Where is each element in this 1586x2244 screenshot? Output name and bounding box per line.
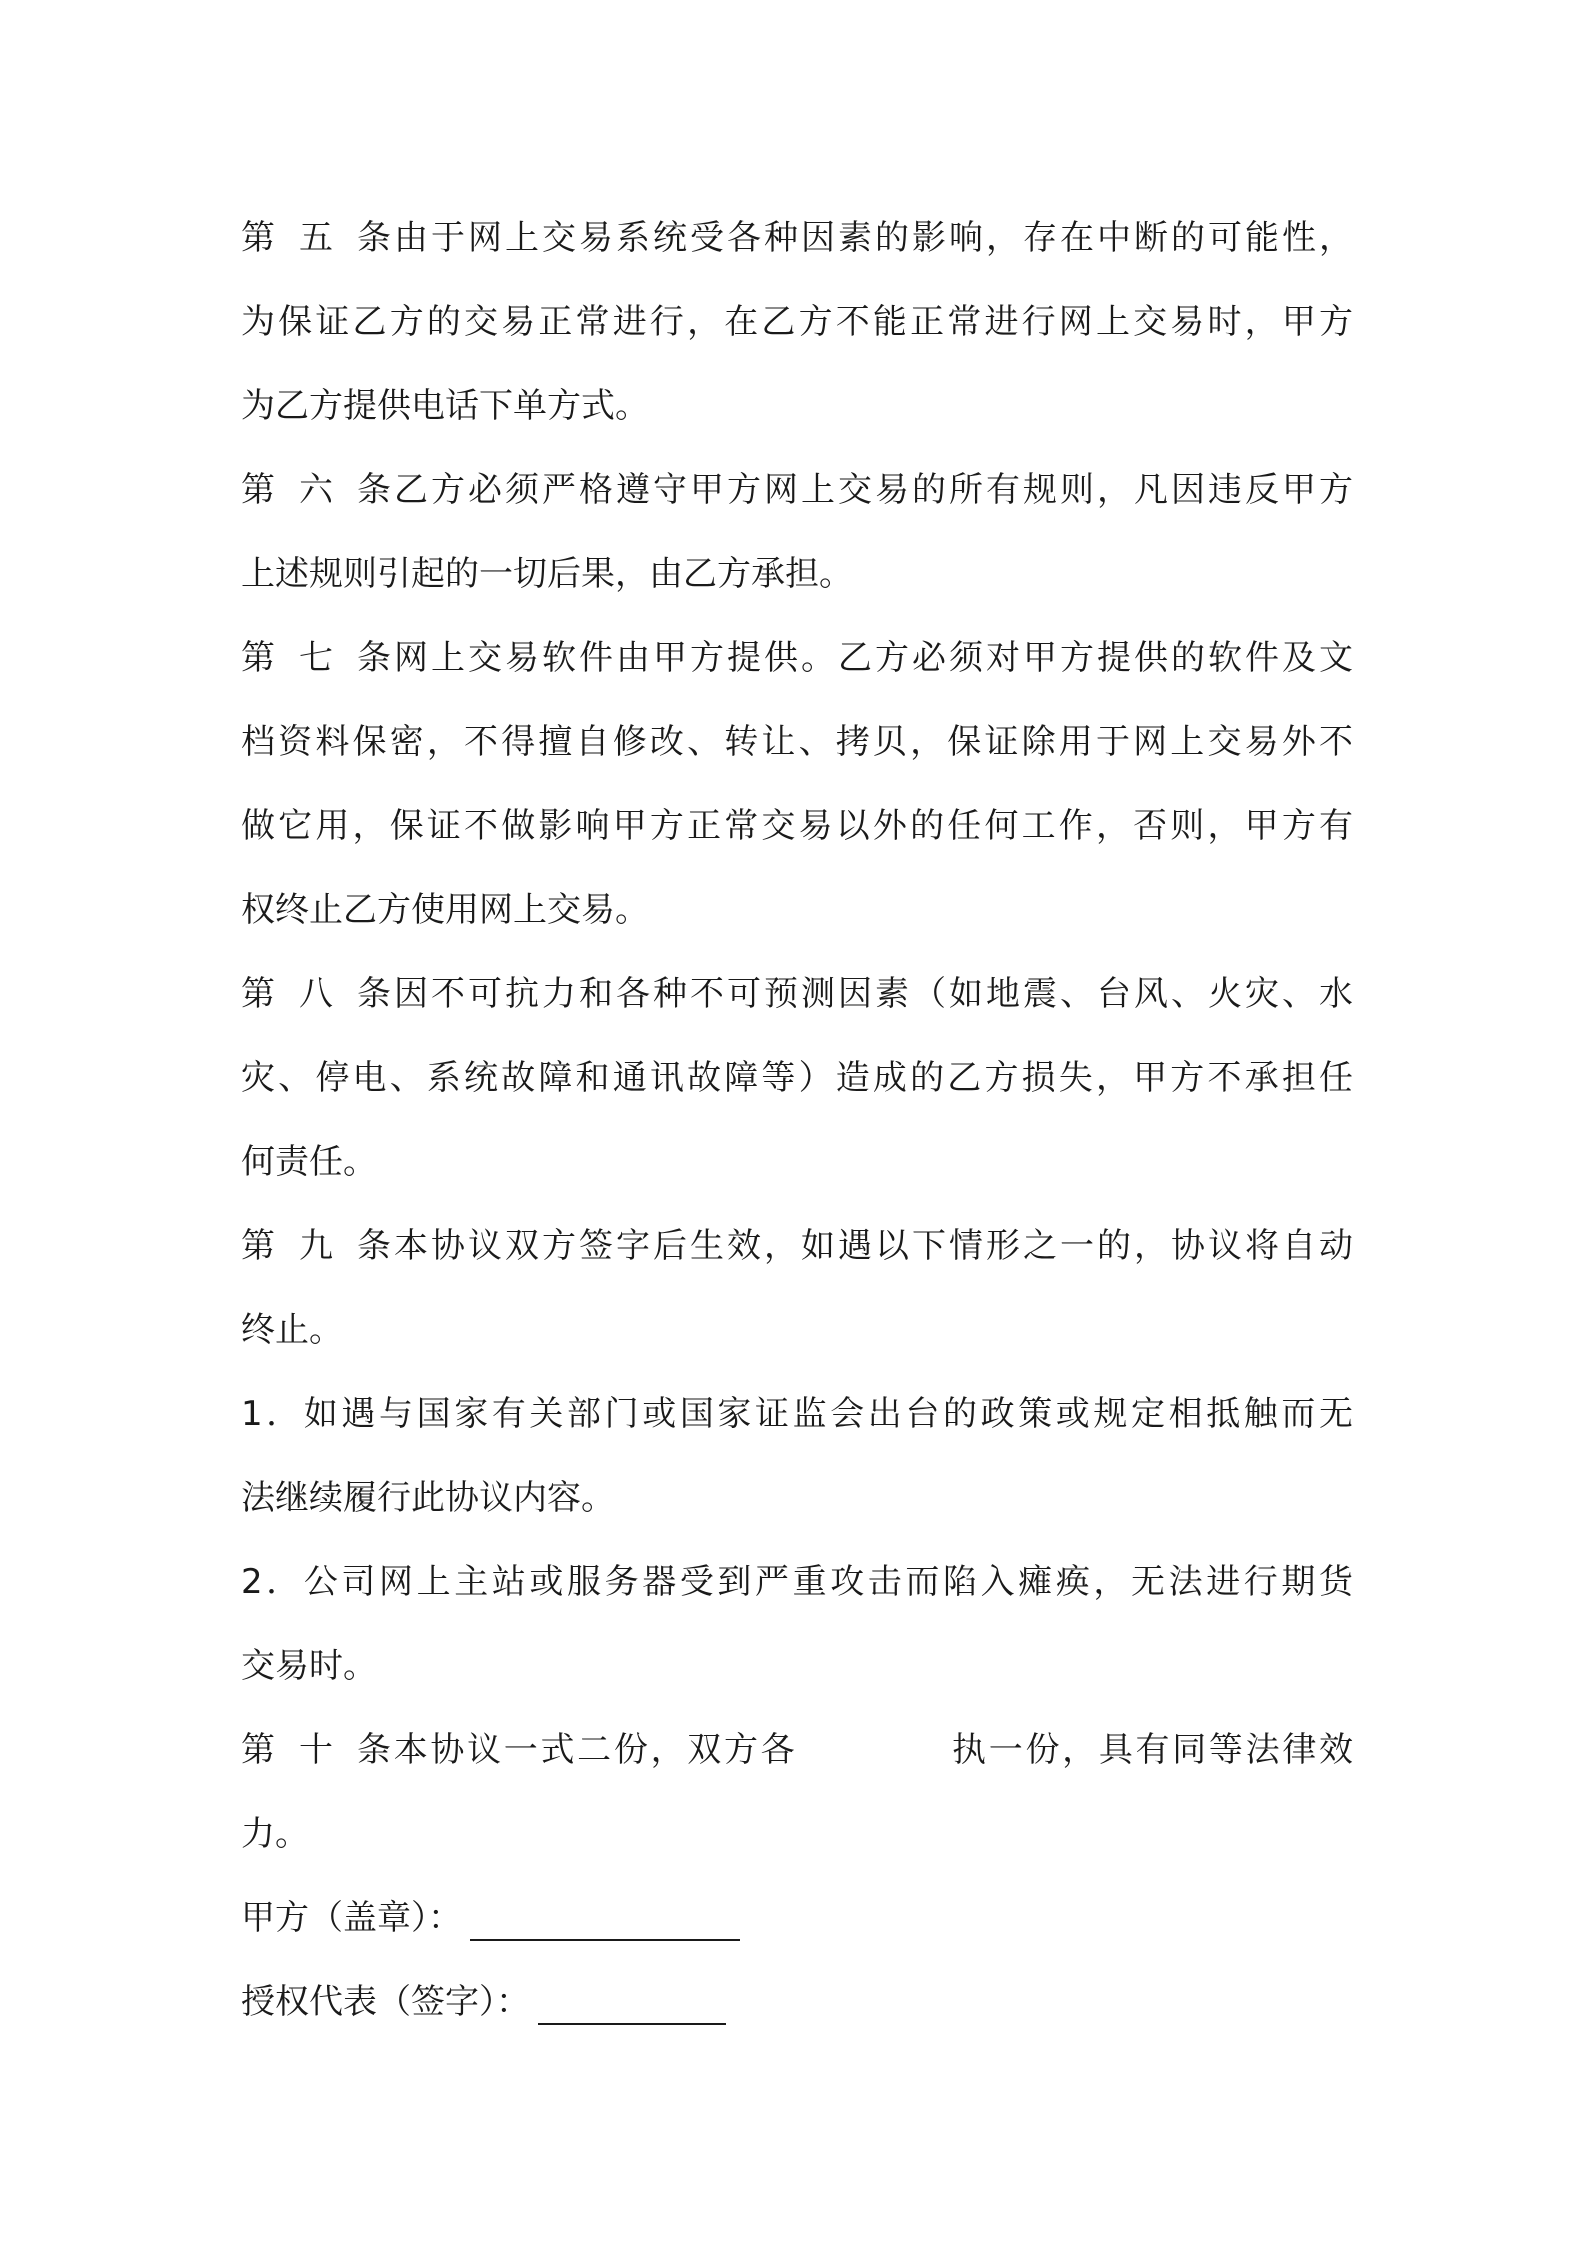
article-10-label: 第十条 [241, 1730, 391, 1770]
article-5-label: 第五条 [241, 218, 391, 258]
article-6-label: 第六条 [241, 470, 391, 510]
article-7-label: 第七条 [241, 638, 391, 678]
article-5-line-2: 为保证乙方的交易正常进行，在乙方不能正常进行网上交易时，甲方 [241, 302, 1353, 342]
article-7-line-2: 档资料保密，不得擅自修改、转让、拷贝，保证除用于网上交易外不 [241, 722, 1353, 762]
authorized-rep-line [241, 1960, 1353, 2044]
article-7-line-3: 做它用，保证不做影响甲方正常交易以外的任何工作，否则，甲方有 [241, 806, 1353, 846]
article-6-line-1: 第六条乙方必须严格遵守甲方网上交易的所有规则，凡因违反甲方 [241, 448, 1353, 532]
authorized-rep-blank [538, 1983, 726, 2025]
item-1-line-1: 1．如遇与国家有关部门或国家证监会出台的政策或规定相抵触而无 [241, 1394, 1353, 1434]
article-7-line-1: 第七条网上交易软件由甲方提供。乙方必须对甲方提供的软件及文 [241, 616, 1353, 700]
item-2-line-1: 2．公司网上主站或服务器受到严重攻击而陷入瘫痪，无法进行期货 [241, 1562, 1353, 1602]
authorized-rep-label: 授权代表（签字）： [241, 1982, 530, 2022]
article-7-line-4: 权终止乙方使用网上交易。 [241, 890, 649, 930]
article-5-line-1: 第五条由于网上交易系统受各种因素的影响，存在中断的可能性， [241, 196, 1353, 280]
agreement-body [241, 196, 1353, 2044]
party-a-seal-line [241, 1876, 1353, 1960]
article-9-line-2: 终止。 [241, 1310, 343, 1350]
article-9-line-1: 第九条本协议双方签字后生效，如遇以下情形之一的，协议将自动 [241, 1204, 1353, 1288]
article-8-line-1: 第八条因不可抗力和各种不可预测因素（如地震、台风、火灾、水 [241, 952, 1353, 1036]
article-8-line-2: 灾、停电、系统故障和通讯故障等）造成的乙方损失，甲方不承担任 [241, 1058, 1353, 1098]
article-6-line-2: 上述规则引起的一切后果，由乙方承担。 [241, 554, 853, 594]
item-1-line-2: 法继续履行此协议内容。 [241, 1478, 615, 1518]
article-5-line-3: 为乙方提供电话下单方式。 [241, 386, 649, 426]
party-a-seal-blank [470, 1899, 740, 1941]
article-8-line-3: 何责任。 [241, 1142, 377, 1182]
party-a-seal-label: 甲方（盖章）： [241, 1898, 462, 1938]
article-8-label: 第八条 [241, 974, 391, 1014]
item-2-line-2: 交易时。 [241, 1646, 377, 1686]
article-10-line-2: 力。 [241, 1814, 309, 1854]
article-9-label: 第九条 [241, 1226, 391, 1266]
article-10-line-1: 第十条本协议一式二份，双方各 执一份，具有同等法律效 [241, 1708, 1353, 1792]
